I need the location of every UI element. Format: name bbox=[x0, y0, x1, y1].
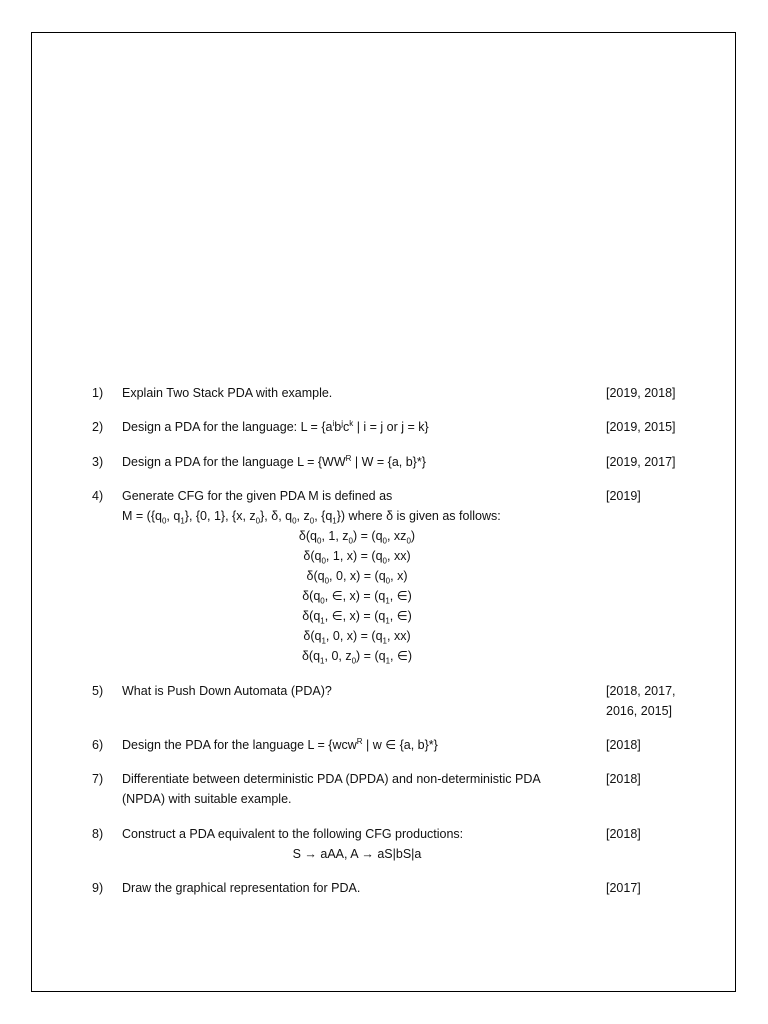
transition-6: $\delta(q_1$, 0, $x) = (q_1$, xx) bbox=[303, 629, 411, 646]
question-years: [2018] bbox=[606, 738, 641, 752]
transition-3: $\delta(q_0$, 0, $x) = (q_0$, x) bbox=[306, 569, 408, 586]
question-text: Construct a PDA equivalent to the following CFG productions: bbox=[122, 827, 464, 841]
question-number: 4) bbox=[92, 489, 104, 503]
question-number: 2) bbox=[92, 420, 104, 434]
cfg-productions: S → aAA, A → aS|bS|a bbox=[292, 847, 422, 861]
question-years: [2018] bbox=[606, 772, 641, 786]
question-text: Differentiate between deterministic PDA (DPDA) and non-deterministic PDA (NPDA) with suitable example. bbox=[122, 772, 541, 806]
question-text: Design the PDA for the language L = {wcw$^R$ | w ∈ {a, b}*} bbox=[122, 736, 438, 752]
question-years: [2018, 2017, 2016, 2015] bbox=[606, 684, 676, 718]
question-number: 9) bbox=[92, 881, 104, 895]
question-text: What is Push Down Automata (PDA)? bbox=[122, 684, 332, 698]
question-number: 1) bbox=[92, 386, 104, 400]
question-years: [2018] bbox=[606, 827, 641, 841]
question-number: 3) bbox=[92, 455, 104, 469]
question-number: 6) bbox=[92, 738, 104, 752]
question-years: [2019] bbox=[606, 489, 641, 503]
transition-4: $\delta(q_0$, ∈, $x) = (q_1$, ∈) bbox=[302, 589, 412, 606]
question-years: [2019, 2017] bbox=[606, 455, 676, 469]
question-years: [2019, 2015] bbox=[606, 420, 676, 434]
transition-2: $\delta(q_0$, 1, $x) = (q_0$, xx) bbox=[303, 549, 411, 566]
question-number: 5) bbox=[92, 684, 104, 698]
question-number: 7) bbox=[92, 772, 104, 786]
question-text: Design a PDA for the language $L = \{WW^R$ | W = {a, b}*} bbox=[122, 453, 426, 469]
question-text: Draw the graphical representation for PDA. bbox=[122, 881, 361, 895]
transition-7: $\delta(q_1$, 0, $z_0) = (q_1$, ∈) bbox=[301, 649, 413, 666]
question-text: Design a PDA for the language: $L = \{a^ib^jc^k$ | i = j or j = k} bbox=[122, 418, 429, 434]
question-years: [2019, 2018] bbox=[606, 386, 676, 400]
question-text: Explain Two Stack PDA with example. bbox=[122, 386, 333, 400]
question-years: [2017] bbox=[606, 881, 641, 895]
transition-5: $\delta(q_1$, ∈, $x) = (q_1$, ∈) bbox=[302, 609, 412, 626]
transition-1: $\delta(q_0$, 1, $z_0) = (q_0$, $xz_0$) bbox=[298, 529, 416, 546]
question-text: Generate CFG for the given PDA M is defined as $M = (\{q_0$, $q_1$}, {0, 1}, {x, $z_0$}, δ, $q_0$, $z_0$, $\{q_1\}$) where δ is given as follows: bbox=[122, 489, 501, 526]
question-number: 8) bbox=[92, 827, 104, 841]
